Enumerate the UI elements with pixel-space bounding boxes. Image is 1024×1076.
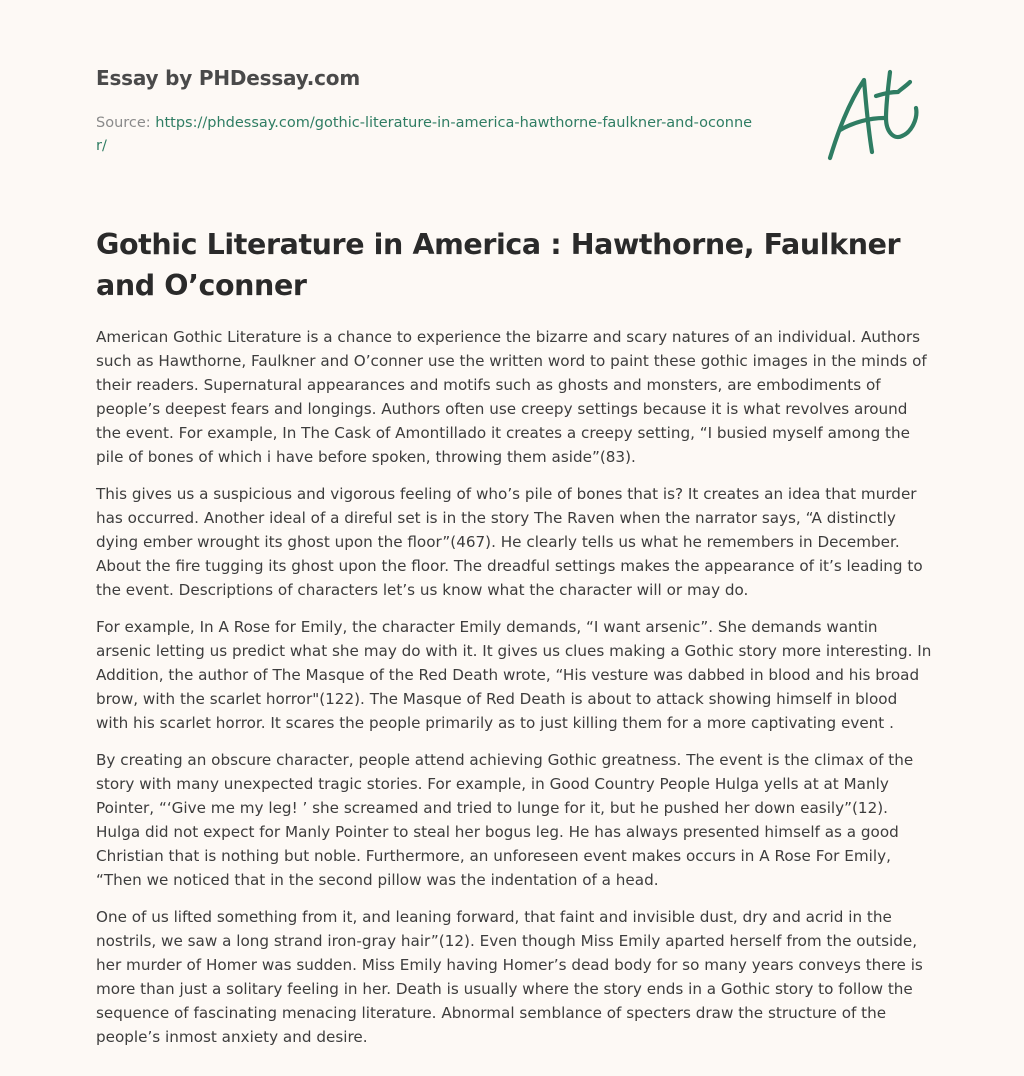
paragraph: For example, In A Rose for Emily, the character Emily demands, “I want arsenic”. She demands wantin arsenic letting us predict what she may do with it. It gives us clues making a Gothic story more interesting. In Addition, the author of The Masque of the Red Death wrote, “His vesture was dabbed in blood and his broad brow, with the scarlet horror"(122). The Masque of Red Death is about to attack showing himself in blood with his scarlet horror. It scares the people primarily as to just killing them for a more captivating event . xyxy=(96,618,932,732)
source-line xyxy=(96,112,756,158)
source-link[interactable]: https://phdessay.com/gothic-literature-in-america-hawthorne-faulkner-and-oconner/ xyxy=(96,115,753,154)
site-brand: Essay by PHDessay.com xyxy=(96,66,360,90)
a-plus-logo-icon xyxy=(824,68,928,164)
essay-body xyxy=(96,325,932,1062)
paragraph: This gives us a suspicious and vigorous feeling of who’s pile of bones that is? It creates an idea that murder has occurred. Another ideal of a direful set is in the story The Raven when the narrator says, “A distinctly dying ember wrought its ghost upon the floor”(467). He clearly tells us what he remembers in December. About the fire tugging its ghost upon the floor. The dreadful settings makes the appearance of it’s leading to the event. Descriptions of characters let’s us know what the character will or may do. xyxy=(96,485,923,599)
paragraph: One of us lifted something from it, and leaning forward, that faint and invisible dust, dry and acrid in the nostrils, we saw a long strand iron-gray hair”(12). Even though Miss Emily aparted herself from the outside, her murder of Homer was sudden. Miss Emily having Homer’s dead body for so many years conveys there is more than just a solitary feeling in her. Death is usually where the story ends in a Gothic story to follow the sequence of fascinating menacing literature. Abnormal semblance of specters draw the structure of the people’s inmost anxiety and desire. xyxy=(96,908,923,1046)
essay-title: Gothic Literature in America : Hawthorne, Faulkner and O’conner xyxy=(96,228,901,302)
paragraph: American Gothic Literature is a chance to experience the bizarre and scary natures of an individual. Authors such as Hawthorne, Faulkner and O’conner use the written word to paint these gothic images in the minds of their readers. Supernatural appearances and motifs such as ghosts and monsters, are embodiments of people’s deepest fears and longings. Authors often use creepy settings because it is what revolves around the event. For example, In The Cask of Amontillado it creates a creepy setting, “I busied myself among the pile of bones of which i have before spoken, throwing them aside”(83). xyxy=(96,328,927,466)
paragraph: By creating an obscure character, people attend achieving Gothic greatness. The event is the climax of the story with many unexpected tragic stories. For example, in Good Country People Hulga yells at at Manly Pointer, “‘Give me my leg! ’ she screamed and tried to lunge for it, but he pushed her down easily”(12). Hulga did not expect for Manly Pointer to steal her bogus leg. He has always presented himself as a good Christian that is nothing but noble. Furthermore, an unforeseen event makes occurs in A Rose For Emily, “Then we noticed that in the second pillow was the indentation of a head. xyxy=(96,751,914,889)
source-label: Source: xyxy=(96,115,156,131)
